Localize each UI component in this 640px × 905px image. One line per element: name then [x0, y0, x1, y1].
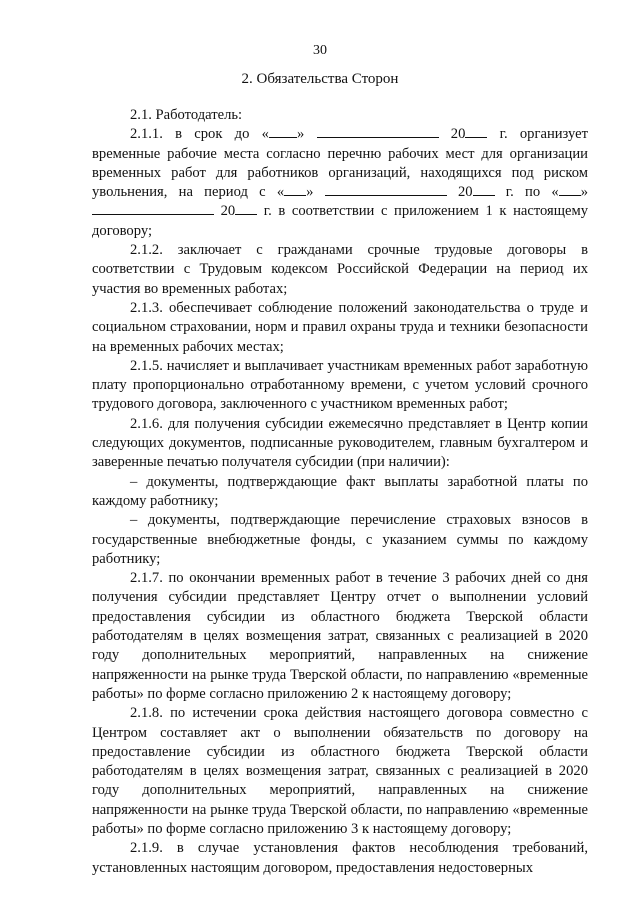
document-body [92, 106, 588, 878]
clause-2-1-2: 2.1.2. заключает с гражданами срочные трудовые договоры в соответствии с Трудовым кодексом Российской Федерации на период их участия во временных работах; [92, 242, 588, 297]
blank-field [317, 125, 439, 138]
clause-2-1-8: 2.1.8. по истечении срока действия настоящего договора совместно с Центром составляет акт о выполнении обязательств по договору на предоставление субсидии из областного бюджета Тверской области работодателям в целях возмещения затрат, связанных с реализацией в 2020 году дополнительных мероприятий, направленных на снижение напряженности на рынке труда Тверской области, по направлению «временные работы» по форме согласно приложению 3 к настоящему договору; [92, 705, 588, 837]
blank-field [284, 183, 306, 196]
clause-2-1-3: 2.1.3. обеспечивает соблюдение положений законодательства о труде и социальном страховании, норм и правил охраны труда и техники безопасности на временных рабочих местах; [92, 299, 588, 355]
page-number: 30 [313, 43, 327, 58]
clause-text: 20 [446, 184, 473, 201]
blank-field [92, 202, 214, 215]
clause-text: 2.1.1. в срок до « [130, 126, 269, 143]
clause-text: г. по « [494, 184, 559, 201]
clause-2-1-6-item-2: – документы, подтверждающие перечисление страховых взносов в государственные внебюджетные фонды, с указанием суммы по каждому работнику; [92, 512, 588, 567]
blank-field [269, 125, 297, 138]
clause-text: » [580, 184, 588, 201]
blank-field [473, 183, 495, 196]
clause-2-1-6: 2.1.6. для получения субсидии ежемесячно представляет в Центр копии следующих документов, подписанные руководителем, главным бухгалтером и заверенные печатью получателя субсидии (при наличии): [92, 415, 588, 471]
clause-2-1: 2.1. Работодатель: [130, 107, 243, 123]
clause-2-1-1 [92, 125, 588, 241]
clause-text: 20 [438, 126, 466, 143]
clause-text: 20 [214, 203, 236, 220]
blank-field [325, 183, 447, 196]
clause-text: » [306, 184, 325, 201]
clause-text: г. в соответствии с приложением 1 к настоящему договору; [92, 203, 588, 239]
clause-text: г. организует временные рабочие места согласно перечню рабочих мест для организации временных работ для работников организаций, находящихся под риском увольнения, на период с « [92, 126, 588, 201]
blank-field [235, 202, 257, 215]
clause-2-1-9: 2.1.9. в случае установления фактов несоблюдения требований, установленных настоящим договором, предоставления недостоверных [92, 840, 588, 876]
blank-field [465, 125, 487, 138]
clause-text: » [296, 126, 317, 143]
clause-2-1-5: 2.1.5. начисляет и выплачивает участникам временных работ заработную плату пропорционально отработанному времени, с учетом условий срочного трудового договора, заключенного с участником временных работ; [92, 357, 588, 413]
clause-2-1-7: 2.1.7. по окончании временных работ в течение 3 рабочих дней со дня получения субсидии представляет Центру отчет о выполнении условий предоставления субсидии из областного бюджета Тверской области работодателям в целях возмещения затрат, связанных с реализацией в 2020 году дополнительных мероприятий, направленных на снижение напряженности на рынке труда Тверской области, по направлению «временные работы» по форме согласно приложению 2 к настоящему договору; [92, 570, 588, 702]
blank-field [559, 183, 581, 196]
clause-2-1-6-item-1: – документы, подтверждающие факт выплаты заработной платы по каждому работнику; [92, 473, 588, 509]
section-title: 2. Обязательства Сторон [241, 71, 399, 87]
